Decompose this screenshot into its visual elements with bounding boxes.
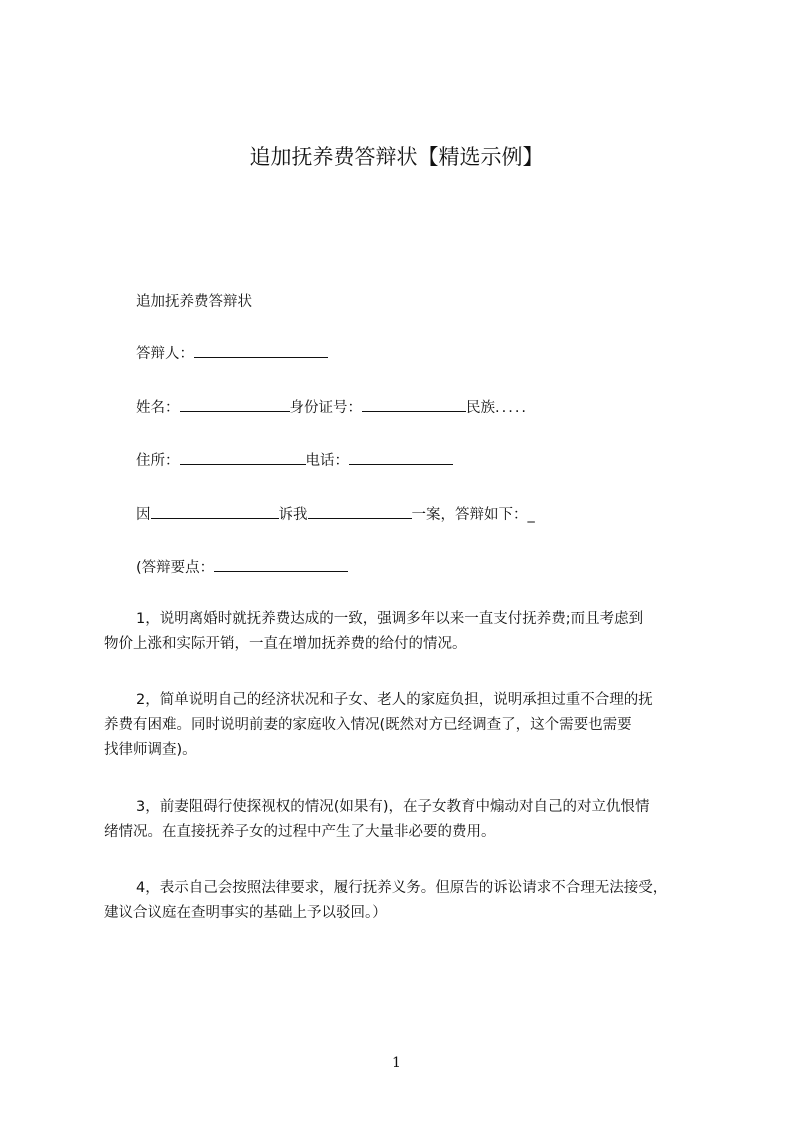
paragraph-line: 绪情况。在直接抚养子女的过程中产生了大量非必要的费用。 bbox=[104, 824, 496, 840]
respondent-label: 答辩人： bbox=[136, 346, 194, 362]
id-label: 身份证号： bbox=[289, 400, 362, 416]
paragraph-4 bbox=[104, 876, 704, 926]
paragraph-line: 1，说明离婚时就抚养费达成的一致，强调多年以来一直支付抚养费;而且考虑到 bbox=[136, 611, 644, 627]
identity-line bbox=[136, 397, 528, 419]
phone-blank bbox=[349, 450, 453, 465]
paragraph-line: 物价上涨和实际开销，一直在增加抚养费的给付的情况。 bbox=[104, 636, 467, 652]
case-suffix: 一案，答辩如下： bbox=[411, 507, 528, 523]
paragraph-line: 4，表示自己会按照法律要求，履行抚养义务。但原告的诉讼请求不合理无法接受， bbox=[136, 880, 668, 896]
ethnicity-dots: ..... bbox=[495, 400, 529, 416]
id-blank bbox=[362, 397, 466, 412]
address-blank bbox=[180, 450, 306, 465]
plaintiff-blank bbox=[151, 504, 279, 519]
paragraph-line: 2，简单说明自己的经济状况和子女、老人的家庭负担，说明承担过重不合理的抚 bbox=[136, 692, 653, 708]
paragraph-3 bbox=[104, 795, 704, 845]
points-line bbox=[136, 557, 348, 579]
case-line bbox=[136, 504, 535, 526]
paragraph-line: 3，前妻阻碍行使探视权的情况(如果有)，在子女教育中煽动对自己的对立仇恨情 bbox=[136, 799, 650, 815]
name-label: 姓名： bbox=[136, 400, 180, 416]
points-label: (答辩要点： bbox=[136, 560, 215, 576]
contact-line bbox=[136, 450, 453, 472]
case-tail: _ bbox=[527, 507, 535, 523]
address-label: 住所： bbox=[136, 453, 180, 469]
case-middle: 诉我 bbox=[278, 507, 308, 523]
respondent-line bbox=[136, 343, 328, 365]
page-number: 1 bbox=[392, 1055, 401, 1071]
name-blank bbox=[180, 397, 290, 412]
paragraph-line: 养费有困难。同时说明前妻的家庭收入情况(既然对方已经调查了，这个需要也需要 bbox=[104, 717, 632, 733]
ethnicity-label: 民族 bbox=[466, 400, 495, 416]
claim-blank bbox=[308, 504, 412, 519]
case-prefix: 因 bbox=[136, 507, 151, 523]
points-blank bbox=[214, 557, 348, 572]
paragraph-line: 找律师调查)。 bbox=[104, 742, 197, 758]
paragraph-1 bbox=[104, 607, 704, 657]
respondent-blank bbox=[194, 343, 328, 358]
document-title: 追加抚养费答辩状【精选示例】 bbox=[249, 145, 544, 169]
paragraph-line: 建议合议庭在查明事实的基础上予以驳回。） bbox=[104, 905, 387, 921]
phone-label: 电话： bbox=[305, 453, 349, 469]
paragraph-2 bbox=[104, 688, 704, 763]
section-heading: 追加抚养费答辩状 bbox=[136, 294, 252, 310]
